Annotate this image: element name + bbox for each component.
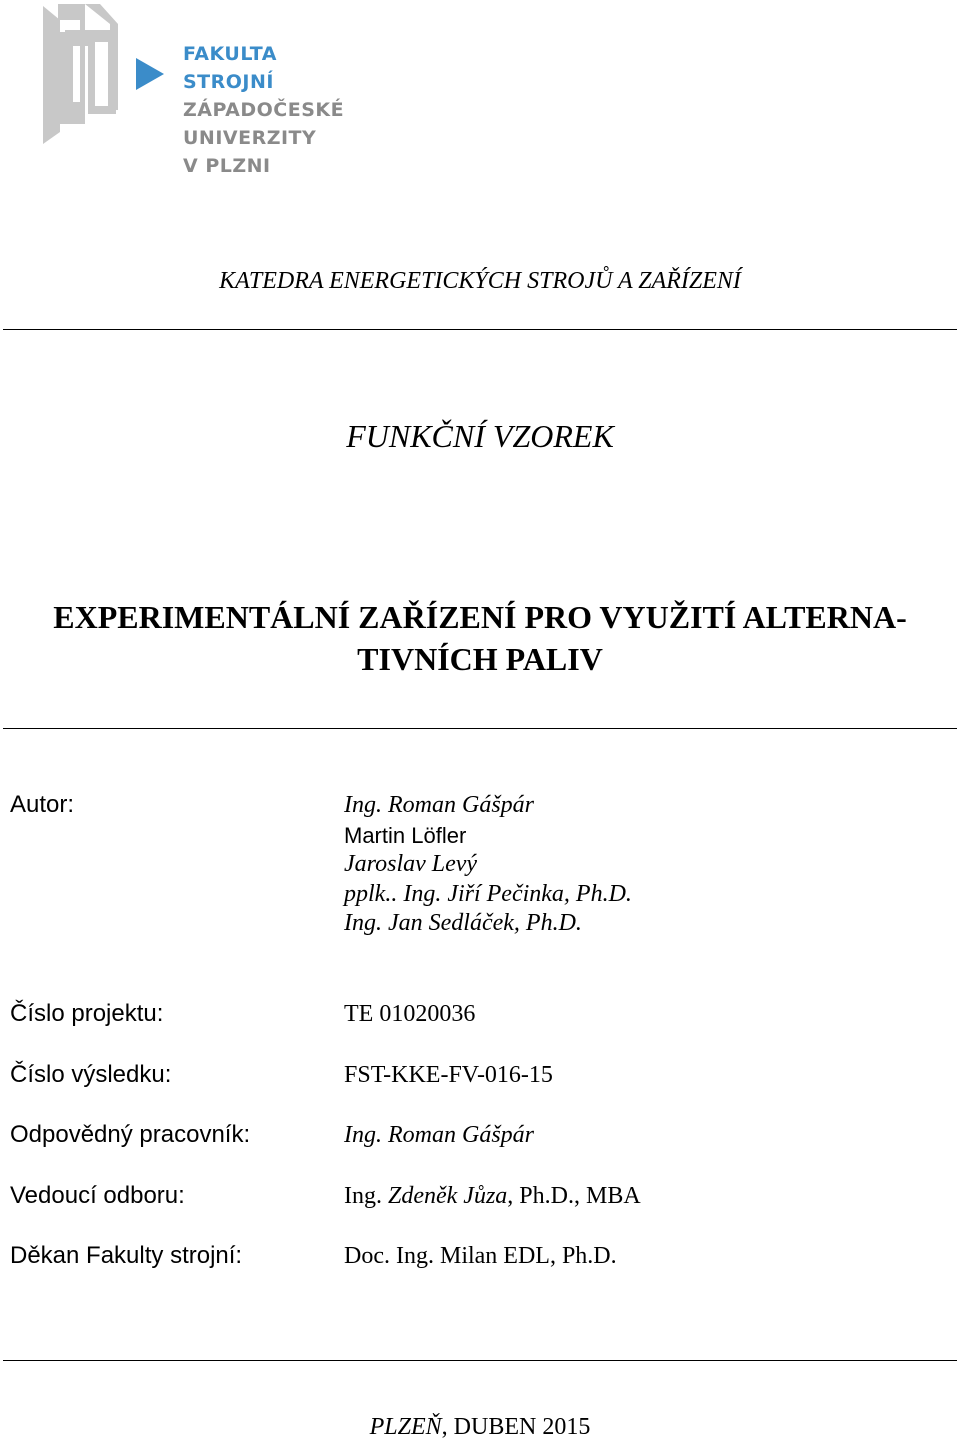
logo-arrow-icon (136, 58, 164, 90)
department-head-label: Vedoucí odboru: (10, 1182, 185, 1209)
dean-label: Děkan Fakulty strojní: (10, 1242, 243, 1269)
department-head-value (344, 1181, 641, 1211)
result-number-value: FST-KKE-FV-016-15 (344, 1062, 553, 1088)
document-title (0, 596, 960, 680)
logo-line-4: V PLZNI (183, 155, 271, 177)
footer-place-date (0, 1414, 960, 1441)
divider-bottom (3, 1360, 957, 1361)
logo-left-bar (43, 6, 60, 144)
authors-label: Autor: (10, 791, 75, 818)
responsible-person-label: Odpovědný pracovník: (10, 1121, 251, 1148)
author-item: Ing. Roman Gášpár (344, 792, 534, 818)
author-item: Martin Löfler (344, 822, 467, 848)
logo-text (183, 40, 370, 180)
document-type: FUNKČNÍ VZOREK (346, 418, 614, 454)
department-head-prefix: Ing. (344, 1183, 388, 1209)
title-line-2: TIVNÍCH PALIV (357, 641, 603, 677)
authors-list (344, 791, 632, 939)
author-item: Jaroslav Levý (344, 851, 478, 877)
department-name: KATEDRA ENERGETICKÝCH STROJŮ A ZAŘÍZENÍ (219, 268, 741, 294)
divider-top (3, 329, 957, 330)
footer-date: , DUBEN 2015 (441, 1414, 591, 1440)
author-item: pplk.. Ing. Jiří Pečinka, Ph.D. (344, 880, 632, 907)
result-number-label: Číslo výsledku: (10, 1061, 172, 1088)
footer-city: PLZEŇ (369, 1414, 442, 1440)
department-head-name: Zdeněk Jůza (388, 1183, 508, 1209)
author-item: Ing. Jan Sedláček, Ph.D. (344, 910, 582, 936)
dean-value: Doc. Ing. Milan EDL, Ph.D. (344, 1243, 617, 1269)
university-logo (40, 2, 370, 177)
project-number-label: Číslo projektu: (10, 1000, 164, 1027)
project-number-value: TE 01020036 (344, 1001, 476, 1027)
logo-line-3: UNIVERZITY (183, 127, 317, 149)
responsible-person-value: Ing. Roman Gášpár (344, 1122, 534, 1148)
divider-middle (3, 728, 957, 729)
logo-line-1: FAKULTA STROJNÍ (183, 43, 277, 93)
logo-line-2: ZÁPADOČESKÉ (183, 99, 345, 121)
title-line-1: EXPERIMENTÁLNÍ ZAŘÍZENÍ PRO VYUŽITÍ ALTERNA- (53, 599, 907, 635)
university-logo-mark-icon (40, 2, 180, 152)
department-head-suffix: , Ph.D., MBA (507, 1183, 641, 1209)
